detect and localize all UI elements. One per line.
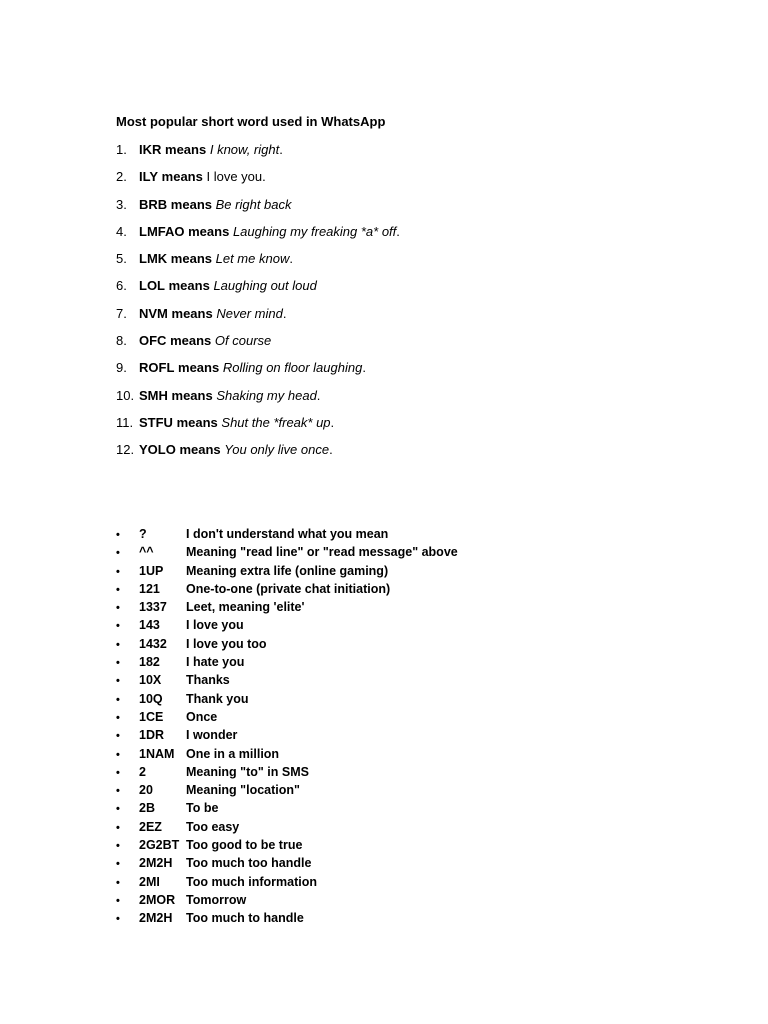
bullet-list-item xyxy=(116,799,458,817)
item-number: 11. xyxy=(116,414,134,430)
shortcode-meaning: Once xyxy=(186,709,218,724)
shortcode: 2 xyxy=(139,764,146,779)
item-number: 2. xyxy=(116,169,127,185)
shortcode: 143 xyxy=(139,618,160,633)
item-number: 5. xyxy=(116,251,127,267)
shortcode: 1337 xyxy=(139,600,167,615)
abbreviation: OFC xyxy=(139,333,167,349)
bullet-list-item xyxy=(116,690,458,708)
document-heading: Most popular short word used in WhatsApp xyxy=(116,114,386,129)
numbered-list-item xyxy=(116,359,400,386)
shortcode-meaning: Leet, meaning 'elite' xyxy=(186,600,305,615)
means-word: means xyxy=(188,223,230,239)
shortcode-meaning: I wonder xyxy=(186,728,238,743)
shortcode: 1432 xyxy=(139,636,167,651)
means-word: means xyxy=(179,442,221,458)
bullet-list-item xyxy=(116,598,458,616)
bullet-list-item xyxy=(116,726,458,744)
bullet-list-item xyxy=(116,854,458,872)
abbreviation-meaning: Of course xyxy=(214,333,272,349)
bullet-list-item xyxy=(116,763,458,781)
shortcode-meaning: Meaning "location" xyxy=(186,783,300,798)
bullet-dot: • xyxy=(116,821,120,834)
abbreviation-meaning: Laughing my freaking *a* off xyxy=(232,223,397,239)
item-number: 12. xyxy=(116,442,135,458)
means-word: means xyxy=(161,169,203,185)
numbered-list-item xyxy=(116,196,400,223)
bullet-list-item xyxy=(116,616,458,634)
bullet-dot: • xyxy=(116,602,120,615)
shortcode-meaning: Meaning "read line" or "read message" above xyxy=(186,545,458,560)
shortcode-meaning: To be xyxy=(186,801,219,816)
shortcode: 2M2H xyxy=(139,856,173,871)
numbered-list xyxy=(116,141,400,469)
item-number: 3. xyxy=(116,196,127,212)
shortcode: 1NAM xyxy=(139,746,175,761)
shortcode-meaning: Thank you xyxy=(186,691,249,706)
shortcode: 2EZ xyxy=(139,819,162,834)
abbreviation: LMFAO xyxy=(139,223,185,239)
abbreviation: SMH xyxy=(139,387,168,403)
trailing-punctuation: . xyxy=(362,360,366,376)
item-number: 7. xyxy=(116,305,127,321)
bullet-dot: • xyxy=(116,529,120,541)
item-number: 8. xyxy=(116,333,127,349)
bullet-dot: • xyxy=(116,858,120,871)
numbered-list-item xyxy=(116,250,400,277)
shortcode-meaning: Too easy xyxy=(186,819,240,834)
shortcode-meaning: Meaning extra life (online gaming) xyxy=(186,563,389,578)
shortcode-meaning: Too much information xyxy=(186,874,318,889)
shortcode-meaning: I hate you xyxy=(186,655,245,670)
item-number: 10. xyxy=(116,387,135,403)
abbreviation: BRB xyxy=(139,196,168,212)
shortcode-meaning: I don't understand what you mean xyxy=(186,527,389,541)
abbreviation-meaning: Shut the *freak* up xyxy=(221,414,331,430)
item-number: 6. xyxy=(116,278,127,294)
shortcode-meaning: Thanks xyxy=(186,673,230,688)
trailing-punctuation: . xyxy=(289,251,293,267)
bullet-dot: • xyxy=(116,565,120,578)
bullet-dot: • xyxy=(116,675,120,688)
bullet-list-item xyxy=(116,562,458,580)
item-number: 9. xyxy=(116,360,127,376)
shortcode: 20 xyxy=(139,783,153,798)
shortcode-meaning: One-to-one (private chat initiation) xyxy=(186,581,391,596)
bullet-dot: • xyxy=(116,657,120,670)
bullet-dot: • xyxy=(116,711,120,724)
bullet-dot: • xyxy=(116,620,120,633)
bullet-dot: • xyxy=(116,547,120,560)
numbered-list-item xyxy=(116,277,400,304)
abbreviation-meaning: You only live once xyxy=(224,442,330,458)
shortcode: ^^ xyxy=(139,545,154,560)
bullet-list-item xyxy=(116,745,458,763)
means-word: means xyxy=(176,414,218,430)
abbreviation: STFU xyxy=(139,414,173,430)
bullet-list-item xyxy=(116,708,458,726)
bullet-dot: • xyxy=(116,894,120,907)
numbered-list-item xyxy=(116,141,400,168)
bullet-dot: • xyxy=(116,876,120,889)
shortcode-meaning: Meaning "to" in SMS xyxy=(186,764,309,779)
bullet-list-item xyxy=(116,836,458,854)
shortcode: 1CE xyxy=(139,709,164,724)
shortcode: 2MI xyxy=(139,874,160,889)
bullet-dot: • xyxy=(116,913,120,926)
numbered-list-item xyxy=(116,414,400,441)
bullet-list-item xyxy=(116,671,458,689)
bullet-dot: • xyxy=(116,583,120,596)
trailing-punctuation: . xyxy=(330,414,335,430)
trailing-punctuation: . xyxy=(282,305,287,321)
abbreviation: IKR xyxy=(139,142,162,157)
shortcode-meaning: Too much to handle xyxy=(186,911,304,926)
item-number: 4. xyxy=(116,223,127,239)
means-word: means xyxy=(178,360,220,376)
bullet-dot: • xyxy=(116,638,120,651)
shortcode: 121 xyxy=(139,581,160,596)
shortcode: 2MOR xyxy=(139,892,176,907)
bullet-dot: • xyxy=(116,748,120,761)
abbreviation: YOLO xyxy=(139,442,176,458)
bullet-list-item xyxy=(116,580,458,598)
means-word: means xyxy=(170,251,212,267)
numbered-list-item xyxy=(116,332,400,359)
abbreviation: LOL xyxy=(139,278,165,294)
shortcode: 2M2H xyxy=(139,911,173,926)
numbered-list-item xyxy=(116,223,400,250)
numbered-list-item xyxy=(116,387,400,414)
trailing-punctuation: . xyxy=(329,442,333,458)
bullet-list-item xyxy=(116,543,458,561)
trailing-punctuation: . xyxy=(316,387,321,403)
shortcode-meaning: Too good to be true xyxy=(186,838,303,853)
abbreviation-meaning: Rolling on floor laughing xyxy=(222,360,363,376)
shortcode: 2G2BT xyxy=(139,838,180,853)
bullet-list-item xyxy=(116,525,458,543)
shortcode: 10Q xyxy=(139,691,163,706)
means-word: means xyxy=(165,142,207,157)
bullet-dot: • xyxy=(116,730,120,743)
means-word: means xyxy=(170,196,212,212)
numbered-list-item xyxy=(116,305,400,332)
shortcode-meaning: I love you xyxy=(186,618,244,633)
abbreviation-meaning: Be right back xyxy=(215,196,292,212)
means-word: means xyxy=(170,333,212,349)
bullet-list-item xyxy=(116,635,458,653)
shortcode: 1UP xyxy=(139,563,164,578)
trailing-punctuation: . xyxy=(279,142,283,157)
abbreviation-meaning: Laughing out loud xyxy=(213,278,317,294)
shortcode: 2B xyxy=(139,801,155,816)
trailing-punctuation: . xyxy=(396,223,400,239)
means-word: means xyxy=(171,387,213,403)
abbreviation-meaning: I love you. xyxy=(206,169,266,185)
abbreviation-meaning: Shaking my head xyxy=(216,387,317,403)
shortcode-meaning: One in a million xyxy=(186,746,280,761)
bullet-list-item xyxy=(116,873,458,891)
bullet-dot: • xyxy=(116,693,120,706)
item-number: 1. xyxy=(116,142,127,157)
means-word: means xyxy=(168,278,210,294)
abbreviation-meaning: Let me know xyxy=(215,251,290,267)
abbreviation: ROFL xyxy=(139,360,175,376)
bullet-dot: • xyxy=(116,785,120,798)
bullet-list-item xyxy=(116,653,458,671)
bullet-list-item xyxy=(116,818,458,836)
bullet-list xyxy=(116,525,458,928)
bullet-list-item xyxy=(116,891,458,909)
bullet-list-item xyxy=(116,909,458,927)
means-word: means xyxy=(171,305,213,321)
abbreviation-meaning: I know, right xyxy=(209,142,280,157)
shortcode: 10X xyxy=(139,673,162,688)
abbreviation: ILY xyxy=(139,169,159,185)
abbreviation: NVM xyxy=(139,305,168,321)
abbreviation-meaning: Never mind xyxy=(216,305,283,321)
shortcode: 182 xyxy=(139,655,160,670)
shortcode-meaning: Too much too handle xyxy=(186,856,312,871)
numbered-list-item xyxy=(116,168,400,195)
bullet-dot: • xyxy=(116,803,120,816)
shortcode-meaning: I love you too xyxy=(186,636,267,651)
shortcode-meaning: Tomorrow xyxy=(186,892,247,907)
numbered-list-item xyxy=(116,441,400,468)
bullet-dot: • xyxy=(116,766,120,779)
shortcode: ? xyxy=(139,527,147,541)
bullet-list-item xyxy=(116,781,458,799)
abbreviation: LMK xyxy=(139,251,168,267)
shortcode: 1DR xyxy=(139,728,165,743)
bullet-dot: • xyxy=(116,840,120,853)
